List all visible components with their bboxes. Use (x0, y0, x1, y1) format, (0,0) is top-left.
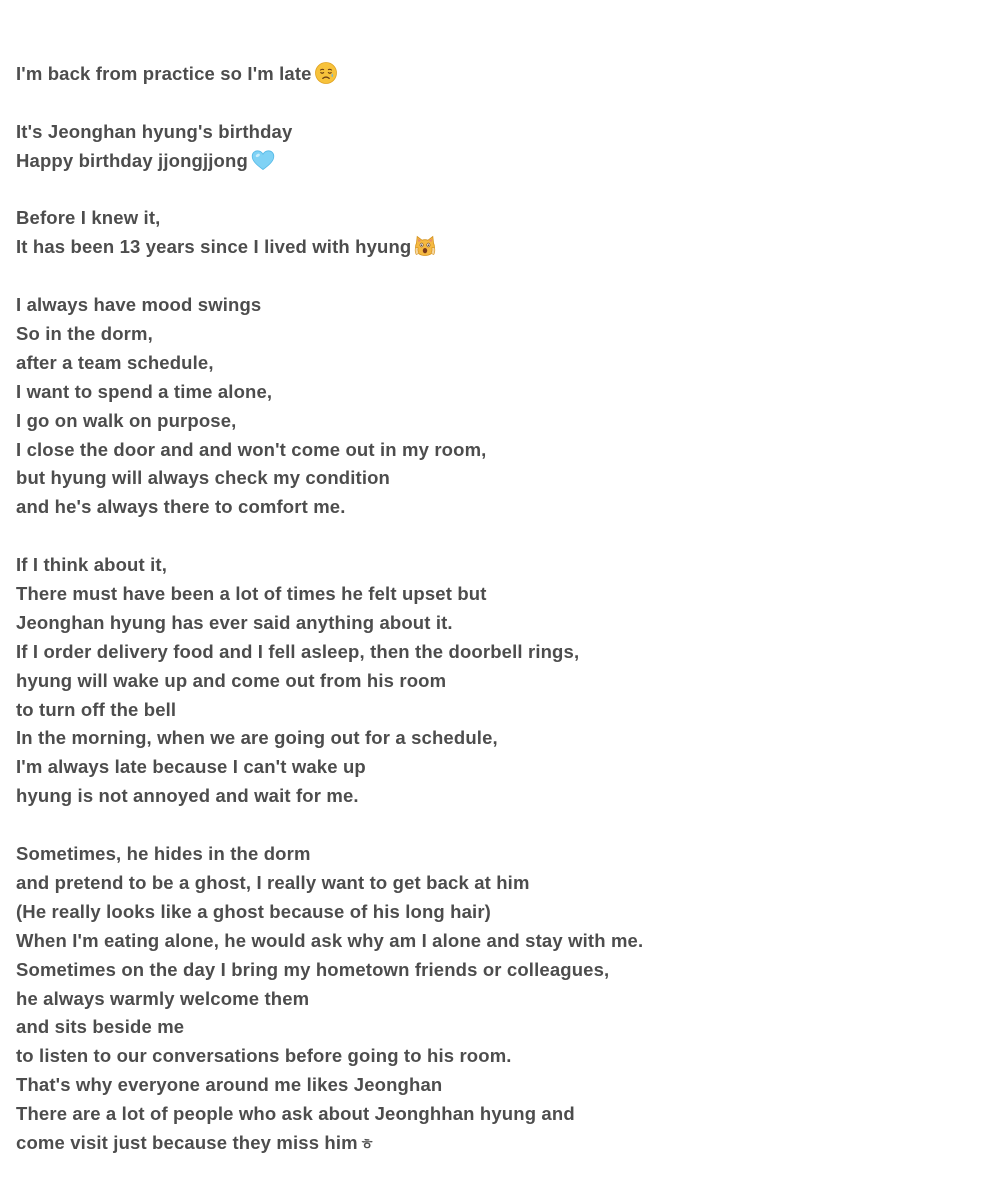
paragraph-gap (16, 89, 966, 118)
note-line (16, 667, 966, 696)
note-line (16, 436, 966, 465)
note-line (16, 349, 966, 378)
note-line (16, 551, 966, 580)
note-text: Sometimes on the day I bring my hometown friends or colleagues, (16, 958, 610, 980)
note-text: hyung will wake up and come out from his room (16, 669, 447, 691)
note-line (16, 147, 966, 176)
hangul-laugh-char: ㅎ (359, 1135, 375, 1153)
note-line (16, 407, 966, 436)
note-line (16, 985, 966, 1014)
paragraph-gap (16, 811, 966, 840)
note-text: That's why everyone around me likes Jeonghan (16, 1074, 443, 1096)
note-line (16, 956, 966, 985)
note-text: I'm always late because I can't wake up (16, 756, 366, 778)
note-text: I go on walk on purpose, (16, 409, 237, 431)
note-text: I always have mood swings (16, 294, 262, 316)
note-line (16, 118, 966, 147)
note-line (16, 840, 966, 869)
note-text: Sometimes, he hides in the dorm (16, 843, 311, 865)
note-text: There must have been a lot of times he felt upset but (16, 583, 487, 605)
note-text: It has been 13 years since I lived with hyung (16, 236, 412, 258)
note-line (16, 320, 966, 349)
note-line (16, 233, 966, 262)
note-line (16, 1129, 966, 1158)
note-line (16, 378, 966, 407)
note-line (16, 60, 966, 89)
note-text: after a team schedule, (16, 351, 214, 373)
note-line (16, 1042, 966, 1071)
note-text: Before I knew it, (16, 207, 161, 229)
note-line (16, 782, 966, 811)
note-text: There are a lot of people who ask about Jeonghhan hyung and (16, 1103, 575, 1125)
sad-relieved-face-icon (314, 61, 338, 85)
note-line (16, 609, 966, 638)
note-text: Happy birthday jjongjjong (16, 149, 248, 171)
note-text: but hyung will always check my condition (16, 467, 391, 489)
note-text: he always warmly welcome them (16, 987, 310, 1009)
paragraph-gap (16, 262, 966, 291)
note-line (16, 898, 966, 927)
note-text: (He really looks like a ghost because of his long hair) (16, 900, 491, 922)
note-line (16, 753, 966, 782)
note-line (16, 927, 966, 956)
note-text: Jeonghan hyung has ever said anything about it. (16, 611, 453, 633)
note-line (16, 869, 966, 898)
note-text: to listen to our conversations before going to his room. (16, 1045, 512, 1067)
note-line (16, 1100, 966, 1129)
note-text: If I think about it, (16, 554, 167, 576)
note-text: If I order delivery food and I fell asleep, then the doorbell rings, (16, 640, 580, 662)
note-line (16, 291, 966, 320)
note-line (16, 1071, 966, 1100)
note-text: and pretend to be a ghost, I really want to get back at him (16, 871, 530, 893)
paragraph-gap (16, 522, 966, 551)
note-text: It's Jeonghan hyung's birthday (16, 120, 293, 142)
note-line (16, 724, 966, 753)
note-text: So in the dorm, (16, 323, 153, 345)
note-line (16, 696, 966, 725)
note-text: hyung is not annoyed and wait for me. (16, 785, 359, 807)
note-text: In the morning, when we are going out for a schedule, (16, 727, 498, 749)
note-line (16, 638, 966, 667)
note-line (16, 1013, 966, 1042)
note-text: When I'm eating alone, he would ask why am I alone and stay with me. (16, 929, 644, 951)
note-body (16, 60, 966, 1158)
note-text: and he's always there to comfort me. (16, 496, 346, 518)
note-line (16, 580, 966, 609)
note-text: I want to spend a time alone, (16, 380, 273, 402)
note-text: to turn off the bell (16, 698, 177, 720)
weary-cat-icon (413, 234, 437, 258)
note-text: come visit just because they miss him (16, 1131, 358, 1153)
note-line (16, 204, 966, 233)
note-text: I close the door and and won't come out in my room, (16, 438, 487, 460)
note-text: and sits beside me (16, 1016, 185, 1038)
light-blue-heart-icon (250, 148, 276, 172)
note-text: I'm back from practice so I'm late (16, 63, 312, 84)
note-line (16, 464, 966, 493)
paragraph-gap (16, 176, 966, 205)
note-line (16, 493, 966, 522)
